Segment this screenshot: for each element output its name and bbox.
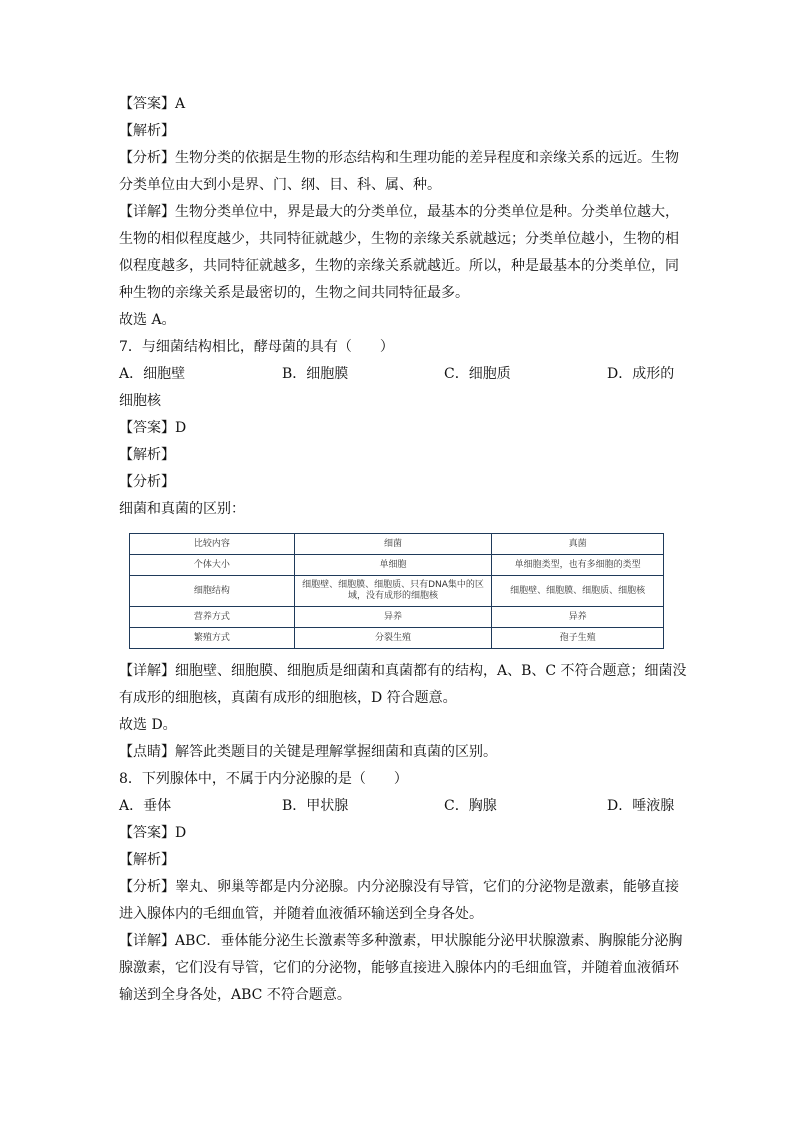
q7-option-c: C．细胞质 <box>444 366 511 382</box>
q8-detail-line: 【详解】ABC．垂体能分泌生长激素等多种激素，甲状腺能分泌甲状腺激素、胸腺能分泌胸 <box>119 933 683 949</box>
q7-option-d-continued: 细胞核 <box>119 393 161 409</box>
q7-option-b: B．细胞膜 <box>282 366 349 382</box>
q7-stem: 7．与细菌结构相比，酵母菌的具有（ ） <box>119 339 394 355</box>
q7-answer: 【答案】D <box>119 420 187 436</box>
q8-stem: 8．下列腺体中，不属于内分泌腺的是（ ） <box>119 771 408 787</box>
q8-analysis-line: 进入腺体内的毛细血管，并随着血液循环输送到全身各处。 <box>119 906 483 922</box>
q8-answer: 【答案】D <box>119 825 187 841</box>
table-row <box>130 607 664 628</box>
table-cell: 个体大小 <box>130 555 295 576</box>
document-page <box>119 91 687 1009</box>
q8-option-c: C．胸腺 <box>444 798 497 814</box>
q7-analysis-title: 【解析】 <box>119 447 175 463</box>
q6-choice: 故选 A。 <box>119 312 176 328</box>
q6-detail-line: 种生物的亲缘关系是最密切的，生物之间共同特征最多。 <box>119 285 469 301</box>
table-cell: 单细胞 <box>294 555 492 576</box>
table-cell: 细胞结构 <box>130 576 295 607</box>
q8-analysis-line: 【分析】睾丸、卵巢等都是内分泌腺。内分泌腺没有导管，它们的分泌物是激素，能够直接 <box>119 879 679 895</box>
table-cell: 分裂生殖 <box>294 628 492 649</box>
q7-key-point: 【点睛】解答此类题目的关键是理解掌握细菌和真菌的区别。 <box>119 744 497 760</box>
table-row <box>130 555 664 576</box>
q6-answer: 【答案】A <box>119 96 186 112</box>
q7-detail-line: 有成形的细胞核，真菌有成形的细胞核，D 符合题意。 <box>119 690 457 706</box>
q7-detail-line: 【详解】细胞壁、细胞膜、细胞质是细菌和真菌都有的结构，A、B、C 不符合题意；细菌没 <box>119 663 687 679</box>
table-row <box>130 576 664 607</box>
q8-detail-line: 输送到全身各处，ABC 不符合题意。 <box>119 987 351 1003</box>
table-cell: 异养 <box>294 607 492 628</box>
comparison-table <box>129 533 664 649</box>
table-cell: 繁殖方式 <box>130 628 295 649</box>
q7-option-a: A．细胞壁 <box>119 366 186 382</box>
q7-analysis-label: 【分析】 <box>119 474 175 490</box>
q7-options <box>119 361 679 388</box>
table-cell: 细胞壁、细胞膜、细胞质、只有DNA集中的区域，没有成形的细胞核 <box>294 576 492 607</box>
table-header-cell: 比较内容 <box>130 534 295 555</box>
table-header-row <box>130 534 664 555</box>
q6-detail-line: 【详解】生物分类单位中，界是最大的分类单位，最基本的分类单位是种。分类单位越大， <box>119 204 679 220</box>
table-header-cell: 细菌 <box>294 534 492 555</box>
table-cell: 营养方式 <box>130 607 295 628</box>
q6-analysis-title: 【解析】 <box>119 123 175 139</box>
table-header-cell: 真菌 <box>492 534 664 555</box>
table-cell: 异养 <box>492 607 664 628</box>
q8-option-d: D．唾液腺 <box>607 798 675 814</box>
table-cell: 孢子生殖 <box>492 628 664 649</box>
q8-options <box>119 793 679 820</box>
q7-table-intro: 细菌和真菌的区别： <box>119 501 245 517</box>
q8-option-b: B．甲状腺 <box>282 798 349 814</box>
q6-analysis-line: 【分析】生物分类的依据是生物的形态结构和生理功能的差异程度和亲缘关系的远近。生物 <box>119 150 679 166</box>
q6-detail-line: 似程度越多，共同特征就越多，生物的亲缘关系就越近。所以，种是最基本的分类单位，同 <box>119 258 679 274</box>
table-cell: 单细胞类型，也有多细胞的类型 <box>492 555 664 576</box>
q7-choice: 故选 D。 <box>119 717 177 733</box>
q8-analysis-title: 【解析】 <box>119 852 175 868</box>
q6-detail-line: 生物的相似程度越少，共同特征就越少，生物的亲缘关系就越远；分类单位越小，生物的相 <box>119 231 679 247</box>
q7-option-d: D．成形的 <box>607 366 675 382</box>
table-cell: 细胞壁、细胞膜、细胞质、细胞核 <box>492 576 664 607</box>
q6-analysis-line: 分类单位由大到小是界、门、纲、目、科、属、种。 <box>119 177 441 193</box>
q8-option-a: A．垂体 <box>119 798 172 814</box>
table-row <box>130 628 664 649</box>
q8-detail-line: 腺激素，它们没有导管，它们的分泌物，能够直接进入腺体内的毛细血管，并随着血液循环 <box>119 960 679 976</box>
